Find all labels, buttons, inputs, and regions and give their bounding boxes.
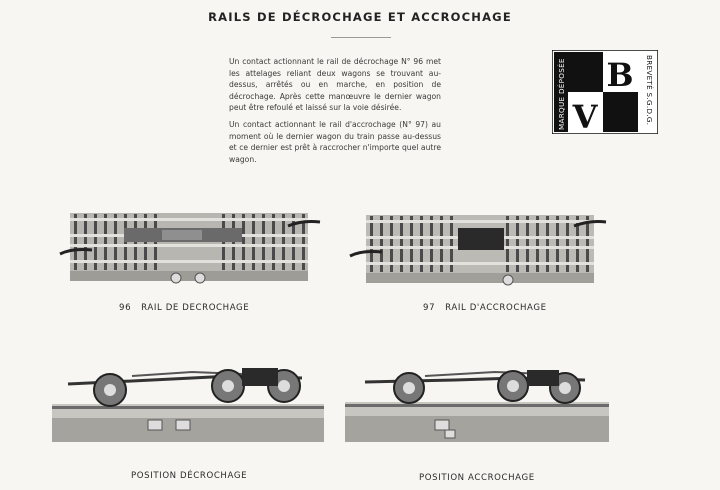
title-rule [331,37,391,38]
rail-97-number: 97 [423,303,436,313]
paragraph-decrochage: Un contact actionnant le rail de décrochage N° 96 met les attelages reliant deux wagons se trouvant au-dessus, arrêtés ou en marche, en position de décrochage. Après cette manœuvre le dernier wagon peut être refoulé et laissé sur la voie désirée. [229,57,441,113]
logo-marque-deposee: MARQUE DÉPOSÉE [557,58,566,130]
position-decrochage-photo [52,356,324,446]
position-accrochage-caption: POSITION ACCROCHAGE [419,473,535,483]
position-decrochage-caption: POSITION DÉCROCHAGE [131,471,248,481]
logo-letter-v: V [572,98,598,134]
rail-96-photo [52,208,324,288]
rail-96-caption [119,303,249,313]
rail-97-photo [346,210,608,290]
page-title: RAILS DE DÉCROCHAGE ET ACCROCHAGE [208,10,512,24]
position-accrochage-photo [345,362,609,446]
logo-brevete: BREVETÉ S.G.D.G. [645,55,654,126]
rail-97-label: RAIL D'ACCROCHAGE [445,303,547,313]
rail-97-caption [423,303,547,313]
rail-96-number: 96 [119,303,132,313]
rail-96-label: RAIL DE DECROCHAGE [141,303,250,313]
paragraph-accrochage: Un contact actionnant le rail d'accrochage (N° 97) au moment où le dernier wagon du train passe au-dessus et ce dernier est prêt à raccrocher n'importe quel autre wagon. [229,120,441,164]
logo-letter-b: B [606,56,634,94]
vb-trademark-logo [552,50,658,134]
